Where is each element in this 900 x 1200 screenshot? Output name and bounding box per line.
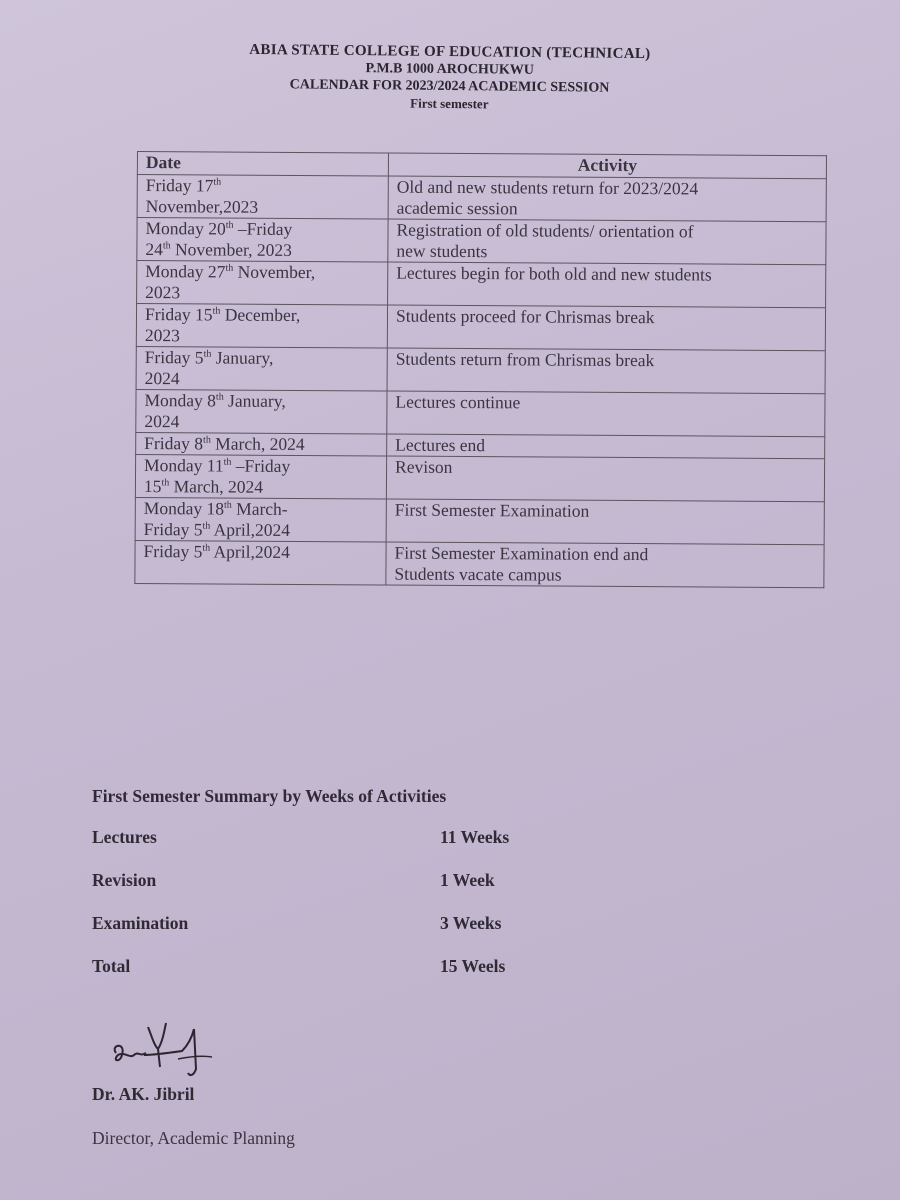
activity-cell: Revison — [386, 456, 824, 502]
date-cell: Monday 18th March- Friday 5th April,2024 — [135, 497, 386, 542]
calendar-table-body — [135, 175, 826, 588]
activity-cell: Students proceed for Chrismas break — [387, 305, 825, 351]
table-row — [137, 175, 826, 222]
date-cell: Friday 5th January, 2024 — [136, 346, 387, 391]
signatory-name: Dr. AK. Jibril — [92, 1084, 195, 1104]
date-cell: Monday 11th –Friday 15th March, 2024 — [135, 454, 386, 499]
summary-row — [92, 827, 652, 870]
calendar-title: CALENDAR FOR 2023/2024 ACADEMIC SESSION — [289, 77, 610, 96]
summary-title: First Semester Summary by Weeks of Activities — [92, 786, 447, 806]
date-cell: Monday 27th November, 2023 — [137, 261, 388, 306]
summary-label: Revision — [92, 870, 157, 890]
summary-value: 1 Week — [440, 870, 495, 890]
activity-cell: Lectures end — [387, 434, 825, 459]
table-row — [137, 261, 826, 308]
summary-value: 11 Weeks — [440, 827, 510, 847]
institution-name: ABIA STATE COLLEGE OF EDUCATION (TECHNICAL) — [249, 41, 651, 63]
table-row — [135, 454, 824, 501]
date-column-header: Date — [137, 152, 388, 177]
summary-label: Examination — [92, 913, 189, 933]
activity-column-header: Activity — [388, 153, 826, 179]
signatory-title: Director, Academic Planning — [92, 1128, 295, 1148]
calendar-table — [134, 151, 827, 588]
table-row — [135, 540, 824, 587]
activity-cell: Registration of old students/ orientation of new students — [388, 219, 826, 265]
activity-cell: First Semester Examination end and Students vacate campus — [386, 542, 824, 588]
activity-cell: First Semester Examination — [386, 499, 824, 545]
table-row — [136, 304, 825, 351]
table-row — [135, 497, 824, 544]
summary-row — [92, 870, 652, 913]
activity-cell: Lectures begin for both old and new students — [388, 262, 826, 308]
summary-value: 3 Weeks — [440, 913, 502, 933]
date-cell: Friday 15th December, 2023 — [136, 304, 387, 349]
table-row — [137, 218, 826, 265]
table-row — [136, 346, 825, 393]
summary-label: Total — [92, 956, 131, 976]
activity-cell: Old and new students return for 2023/2024 academic session — [388, 176, 826, 222]
date-cell: Friday 8th March, 2024 — [136, 432, 387, 456]
summary-value: 15 Weels — [440, 956, 506, 976]
summary-row — [92, 913, 652, 956]
summary-label: Lectures — [92, 827, 157, 847]
semester-summary — [92, 786, 652, 999]
table-row — [136, 389, 825, 436]
summary-row — [92, 956, 652, 999]
date-cell: Friday 5th April,2024 — [135, 540, 386, 585]
date-cell: Monday 20th –Friday 24th November, 2023 — [137, 218, 388, 263]
date-cell: Friday 17th November,2023 — [137, 175, 388, 220]
summary-rows — [92, 827, 652, 999]
document-header — [0, 39, 900, 116]
activity-cell: Students return from Chrismas break — [387, 348, 825, 394]
institution-address: P.M.B 1000 AROCHUKWU — [365, 61, 534, 78]
date-cell: Monday 8th January, 2024 — [136, 389, 387, 434]
semester-label: First semester — [410, 95, 489, 112]
activity-cell: Lectures continue — [387, 391, 825, 437]
signature-icon — [108, 1015, 238, 1095]
